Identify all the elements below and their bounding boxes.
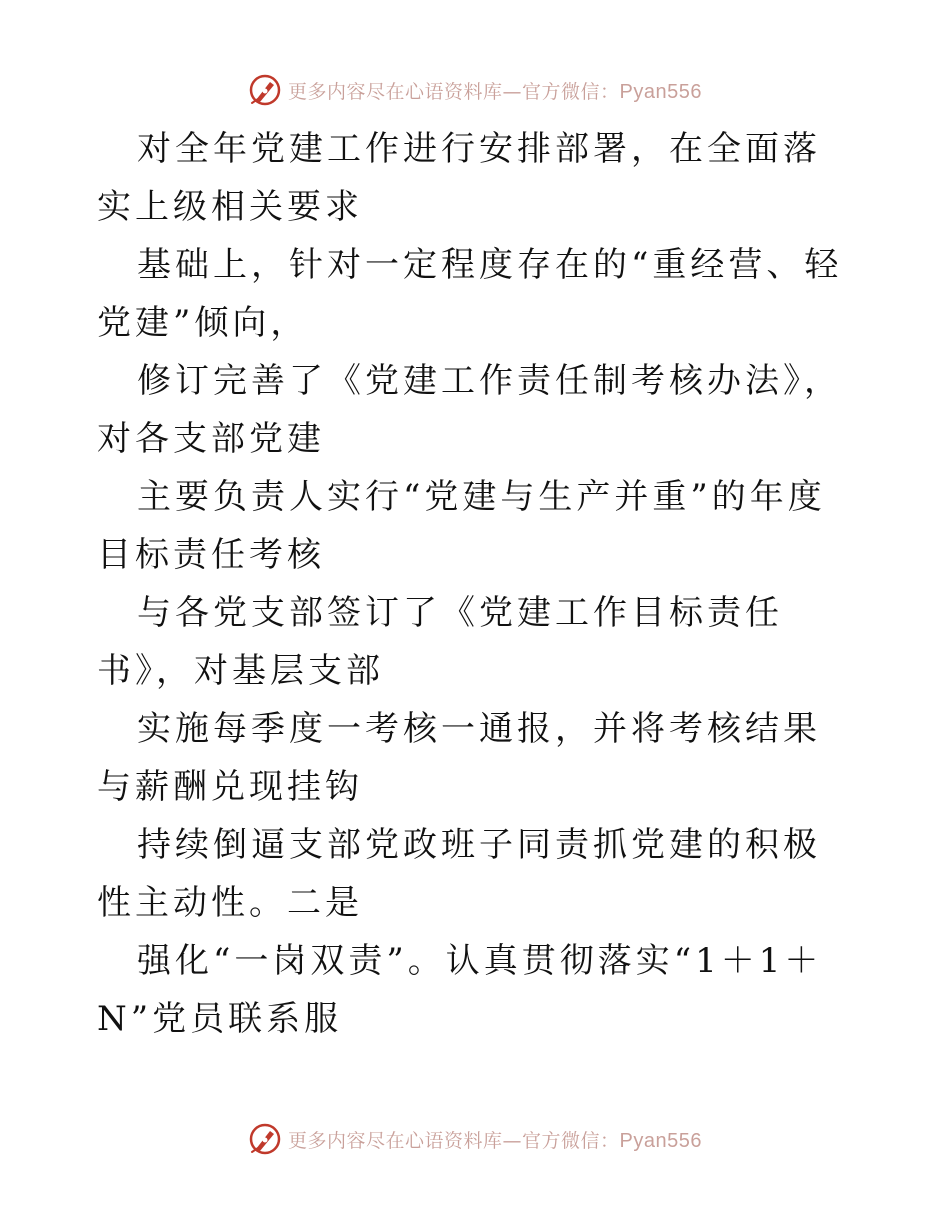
watermark-wechat-id: Pyan556 xyxy=(619,80,702,103)
paragraph-4: 主要负责人实行“党建与生产并重”的年度目标责任考核 xyxy=(97,477,826,575)
watermark-label: 更多内容尽在心语资料库—官方微信： xyxy=(288,1129,620,1152)
watermark-wechat-id: Pyan556 xyxy=(619,1129,702,1152)
paragraph-6: 实施每季度一考核一通报，并将考核结果与薪酬兑现挂钩 xyxy=(97,709,821,807)
watermark-text xyxy=(288,77,702,104)
header-watermark xyxy=(0,70,950,110)
watermark-label: 更多内容尽在心语资料库—官方微信： xyxy=(288,80,620,103)
footer-watermark xyxy=(0,1119,950,1159)
paragraph-7: 持续倒逼支部党政班子同责抓党建的积极性主动性。二是 xyxy=(97,825,821,923)
paragraph-8: 强化“一岗双责”。认真贯彻落实“1＋1＋N”党员联系服 xyxy=(97,941,823,1039)
paragraph-3: 修订完善了《党建工作责任制考核办法》，对各支部党建 xyxy=(97,361,842,459)
paragraph-2: 基础上，针对一定程度存在的“重经营、轻党建”倾向， xyxy=(97,245,843,343)
document-body xyxy=(97,120,857,1048)
quill-pen-circle-icon xyxy=(248,73,282,107)
paragraph-5: 与各党支部签订了《党建工作目标责任书》，对基层支部 xyxy=(97,593,783,691)
watermark-text xyxy=(288,1126,702,1153)
quill-pen-circle-icon xyxy=(248,1122,282,1156)
paragraph-1: 对全年党建工作进行安排部署，在全面落实上级相关要求 xyxy=(97,129,821,227)
